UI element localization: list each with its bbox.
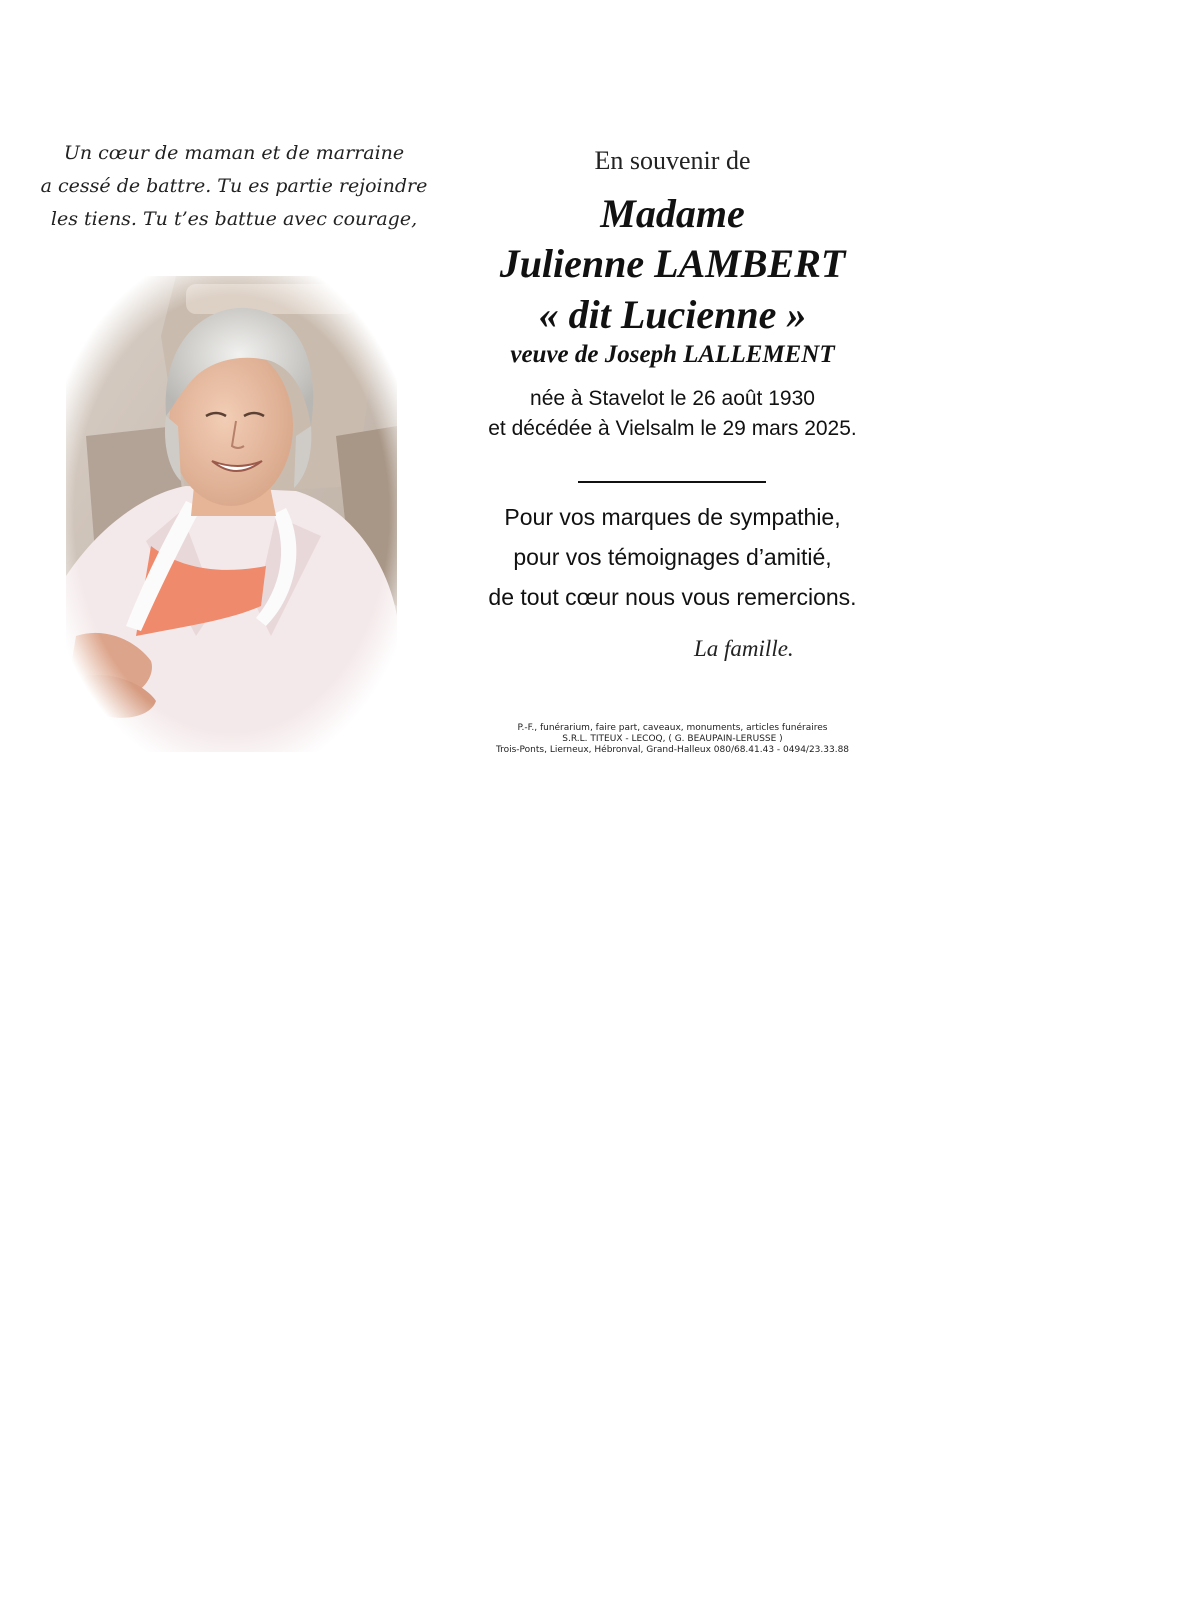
deceased-nickname: « dit Lucienne » [538,292,807,337]
poem-line-2: a cessé de battre. Tu es partie rejoindre [40,175,428,197]
thanks-line-2: pour vos témoignages d’amitié, [513,544,832,570]
thanks-line-1: Pour vos marques de sympathie, [504,504,841,530]
widow-of-line: veuve de Joseph LALLEMENT [510,341,835,368]
separator-line [578,481,766,483]
poem-line-1: Un cœur de maman et de marraine [63,142,405,164]
funeral-home-contact: Trois-Ponts, Lierneux, Hébronval, Grand-Halleux 080/68.41.43 - 0494/23.33.88 [495,745,850,755]
memorial-poem [40,137,428,236]
thanks-line-3: de tout cœur nous vous remercions. [488,584,857,610]
honorific-title: Madame [600,191,745,236]
death-line: et décédée à Vielsalm le 29 mars 2025. [488,417,857,440]
family-signature: La famille. [694,636,794,661]
birth-line: née à Stavelot le 26 août 1930 [530,387,815,410]
portrait-illustration [66,276,397,752]
funeral-home-services: P.-F., funérarium, faire part, caveaux, monuments, articles funéraires [517,723,828,733]
funeral-home-name: S.R.L. TITEUX - LECOQ, ( G. BEAUPAIN-LERUSSE ) [562,734,783,744]
in-memory-of-label: En souvenir de [594,146,751,175]
deceased-full-name: Julienne LAMBERT [499,241,846,286]
portrait-photo [66,276,397,752]
poem-line-3: les tiens. Tu t’es battue avec courage, [50,208,418,230]
